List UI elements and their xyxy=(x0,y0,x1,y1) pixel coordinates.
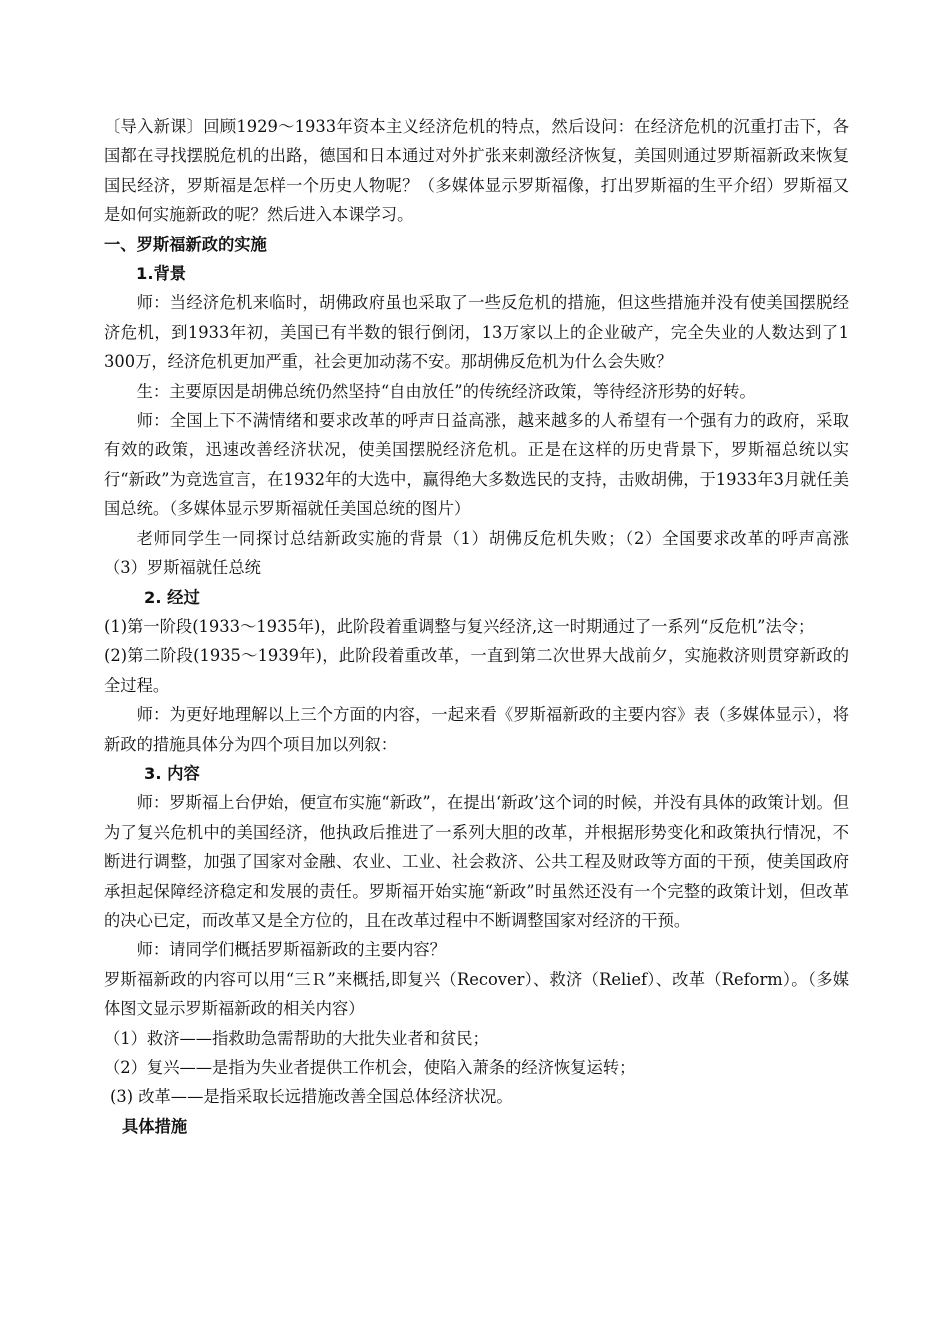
content-item-relief: （1）救济——指救助急需帮助的大批失业者和贫民； xyxy=(104,1028,489,1048)
background-teacher-2: 师：全国上下不满情绪和要求改革的呼声日益高涨，越来越多的人希望有一个强有力的政府，采取有效的政策，迅速改善经济状况，使美国摆脱经济危机。正是在这样的历史背景下，罗斯福总统以实行“新政”为竞选宣言，在1932年的大选中，赢得绝大多数选民的支持，击败胡佛，于1933年3月就任美国总统。（多媒体显示罗斯福就任美国总统的图片） xyxy=(104,411,849,519)
process-stage-2: (2)第二阶段(1935～1939年)，此阶段着重改革，一直到第二次世界大战前夕，实施救济则贯穿新政的全过程。 xyxy=(104,646,849,695)
content-teacher-2: 师：请同学们概括罗斯福新政的主要内容？ xyxy=(136,940,446,960)
content-item-recover: （2）复兴——是指为失业者提供工作机会，使陷入萧条的经济恢复运转； xyxy=(104,1058,636,1077)
measures-heading: 具体措施 xyxy=(122,1116,188,1136)
background-teacher-1: 师：当经济危机来临时，胡佛政府虽也采取了一些反危机的措施，但这些措施并没有使美国摆脱经济危机，到1933年初，美国已有半数的银行倒闭，13万家以上的企业破产，完全失业的人数达到了1 300万，经济危机更加严重，社会更加动荡不安。那胡佛反危机为什么会失败？ xyxy=(104,293,849,372)
background-heading: 1.背景 xyxy=(136,264,187,284)
intro-paragraph: 〔导入新课〕回顾1929～1933年资本主义经济危机的特点，然后设问：在经济危机的沉重打击下，各国都在寻找摆脱危机的出路，德国和日本通过对外扩张来刺激经济恢复，美国则通过罗斯福新政来恢复国民经济，罗斯福是怎样一个历史人物呢？（多媒体显示罗斯福像，打出罗斯福的生平介绍）罗斯福又是如何实施新政的呢？然后进入本课学习。 xyxy=(104,117,849,225)
process-stage-1: (1)第一阶段(1933～1935年)，此阶段着重调整与复兴经济,这一时期通过了一系列“反危机”法令； xyxy=(104,616,815,636)
content-item-reform: (3) 改革——是指采取长远措施改善全国总体经济状况。 xyxy=(110,1087,513,1107)
content-heading: 3. 内容 xyxy=(144,763,200,783)
document-body xyxy=(104,112,849,1141)
content-three-r: 罗斯福新政的内容可以用“三Ｒ”来概括,即复兴（Recover）、救济（Relief）、改革（Reform）。（多媒体图文显示罗斯福新政的相关内容） xyxy=(104,969,849,1019)
background-summary: 老师同学生一同探讨总结新政实施的背景（1）胡佛反危机失败；（2）全国要求改革的呼声高涨（3）罗斯福就任总统 xyxy=(104,528,849,578)
section-1-heading: 一、罗斯福新政的实施 xyxy=(104,234,267,254)
content-teacher-1: 师：罗斯福上台伊始，便宣布实施“新政”，在提出‘新政’这个词的时候，并没有具体的政策计划。但为了复兴危机中的美国经济，他执政后推进了一系列大胆的改革，并根据形势变化和政策执行情况，不断进行调整，加强了国家对金融、农业、工业、社会救济、公共工程及财政等方面的干预，使美国政府承担起保障经济稳定和发展的责任。罗斯福开始实施“新政”时虽然还没有一个完整的政策计划，但改革的决心已定，而改革又是全方位的，且在改革过程中不断调整国家对经济的干预。 xyxy=(104,793,849,930)
background-student-1: 生：主要原因是胡佛总统仍然坚持“自由放任”的传统经济政策，等待经济形势的好转。 xyxy=(136,381,756,401)
process-teacher: 师：为更好地理解以上三个方面的内容，一起来看《罗斯福新政的主要内容》表（多媒体显示），将新政的措施具体分为四个项目加以列叙： xyxy=(104,705,849,754)
process-heading: 2. 经过 xyxy=(144,587,200,607)
